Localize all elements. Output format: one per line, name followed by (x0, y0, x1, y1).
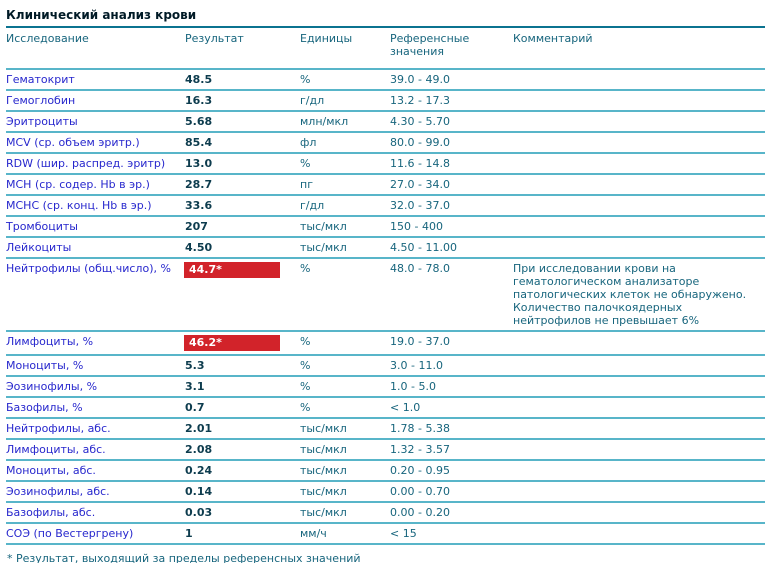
comment-text (513, 132, 765, 153)
reference-range: 39.0 - 49.0 (390, 69, 513, 90)
table-row (6, 153, 765, 174)
test-name[interactable]: Гемоглобин (6, 90, 185, 111)
units-value: г/дл (300, 90, 390, 111)
result-value: 33.6 (185, 195, 300, 216)
test-name[interactable]: RDW (шир. распред. эритр) (6, 153, 185, 174)
table-row (6, 331, 765, 355)
result-value: 3.1 (185, 376, 300, 397)
reference-range: 0.00 - 0.20 (390, 502, 513, 523)
test-name[interactable]: MCV (ср. объем эритр.) (6, 132, 185, 153)
test-name[interactable]: Эозинофилы, абс. (6, 481, 185, 502)
comment-text (513, 460, 765, 481)
reference-range: 0.20 - 0.95 (390, 460, 513, 481)
test-name[interactable]: Базофилы, % (6, 397, 185, 418)
reference-range: 1.78 - 5.38 (390, 418, 513, 439)
comment-text (513, 481, 765, 502)
comment-text (513, 237, 765, 258)
out-of-range-result-badge: 46.2* (184, 335, 280, 351)
comment-text (513, 111, 765, 132)
column-header-reference: Референсные значения (390, 28, 513, 69)
out-of-range-footnote: * Результат, выходящий за пределы референсных значений (7, 552, 361, 563)
comment-text (513, 90, 765, 111)
comment-text (513, 502, 765, 523)
table-row (6, 355, 765, 376)
test-name[interactable]: Эозинофилы, % (6, 376, 185, 397)
test-name[interactable]: Тромбоциты (6, 216, 185, 237)
units-value: тыс/мкл (300, 481, 390, 502)
reference-range: 19.0 - 37.0 (390, 331, 513, 355)
table-row (6, 111, 765, 132)
table-row (6, 418, 765, 439)
column-header-result: Результат (185, 28, 300, 69)
comment-text (513, 195, 765, 216)
result-value: 1 (185, 523, 300, 544)
units-value: % (300, 376, 390, 397)
result-value: 207 (185, 216, 300, 237)
test-name[interactable]: СОЭ (по Вестергрену) (6, 523, 185, 544)
reference-range: 1.32 - 3.57 (390, 439, 513, 460)
result-value: 5.68 (185, 111, 300, 132)
test-name[interactable]: Моноциты, % (6, 355, 185, 376)
reference-range: 13.2 - 17.3 (390, 90, 513, 111)
result-value: 85.4 (185, 132, 300, 153)
units-value: мм/ч (300, 523, 390, 544)
units-value: % (300, 69, 390, 90)
units-value: пг (300, 174, 390, 195)
table-row (6, 90, 765, 111)
units-value: тыс/мкл (300, 237, 390, 258)
units-value: тыс/мкл (300, 502, 390, 523)
comment-text (513, 418, 765, 439)
units-value: % (300, 355, 390, 376)
comment-text (513, 376, 765, 397)
comment-text (513, 523, 765, 544)
column-header-test: Исследование (6, 28, 185, 69)
result-value (185, 258, 300, 331)
reference-range: 32.0 - 37.0 (390, 195, 513, 216)
reference-range: 0.00 - 0.70 (390, 481, 513, 502)
reference-range: 1.0 - 5.0 (390, 376, 513, 397)
table-row (6, 502, 765, 523)
table-row (6, 258, 765, 331)
table-row (6, 376, 765, 397)
result-value: 2.08 (185, 439, 300, 460)
results-table-header (6, 28, 765, 69)
reference-range: < 1.0 (390, 397, 513, 418)
result-value: 13.0 (185, 153, 300, 174)
reference-range: 4.30 - 5.70 (390, 111, 513, 132)
test-name[interactable]: Моноциты, абс. (6, 460, 185, 481)
test-name[interactable]: MCHC (ср. конц. Hb в эр.) (6, 195, 185, 216)
reference-range: 48.0 - 78.0 (390, 258, 513, 331)
units-value: тыс/мкл (300, 460, 390, 481)
results-tbody (6, 69, 765, 544)
units-value: % (300, 331, 390, 355)
units-value: фл (300, 132, 390, 153)
test-name[interactable]: Базофилы, абс. (6, 502, 185, 523)
test-name[interactable]: MCH (ср. содер. Hb в эр.) (6, 174, 185, 195)
column-header-comment: Комментарий (513, 28, 765, 69)
units-value: тыс/мкл (300, 439, 390, 460)
table-row (6, 460, 765, 481)
table-row (6, 69, 765, 90)
units-value: млн/мкл (300, 111, 390, 132)
comment-text (513, 216, 765, 237)
reference-range: 27.0 - 34.0 (390, 174, 513, 195)
table-row (6, 216, 765, 237)
table-row (6, 132, 765, 153)
units-value: г/дл (300, 195, 390, 216)
units-value: % (300, 153, 390, 174)
reference-range: < 15 (390, 523, 513, 544)
comment-text: При исследовании крови на гематологическом анализаторе патологических клеток не обнаружено. Количество палочкоядерных нейтрофилов не превышает 6% (513, 258, 765, 331)
table-row (6, 439, 765, 460)
comment-text (513, 397, 765, 418)
out-of-range-result-badge: 44.7* (184, 262, 280, 278)
units-value: тыс/мкл (300, 418, 390, 439)
result-value: 48.5 (185, 69, 300, 90)
comment-text (513, 439, 765, 460)
test-name[interactable]: Эритроциты (6, 111, 185, 132)
comment-text (513, 153, 765, 174)
table-row (6, 195, 765, 216)
result-value: 0.7 (185, 397, 300, 418)
result-value: 2.01 (185, 418, 300, 439)
units-value: тыс/мкл (300, 216, 390, 237)
table-row (6, 523, 765, 544)
column-header-units: Единицы (300, 28, 390, 69)
units-value: % (300, 397, 390, 418)
units-value: % (300, 258, 390, 331)
reference-range: 4.50 - 11.00 (390, 237, 513, 258)
test-name[interactable]: Нейтрофилы, абс. (6, 418, 185, 439)
table-row (6, 397, 765, 418)
comment-text (513, 331, 765, 355)
report-title: Клинический анализ крови (6, 6, 765, 28)
result-value: 0.14 (185, 481, 300, 502)
result-value: 5.3 (185, 355, 300, 376)
table-row (6, 174, 765, 195)
test-name[interactable]: Гематокрит (6, 69, 185, 90)
result-value: 4.50 (185, 237, 300, 258)
result-value: 0.03 (185, 502, 300, 523)
test-name[interactable]: Лейкоциты (6, 237, 185, 258)
test-name[interactable]: Лимфоциты, абс. (6, 439, 185, 460)
result-value: 0.24 (185, 460, 300, 481)
table-row (6, 237, 765, 258)
reference-range: 80.0 - 99.0 (390, 132, 513, 153)
reference-range: 11.6 - 14.8 (390, 153, 513, 174)
result-value: 28.7 (185, 174, 300, 195)
results-table (6, 28, 765, 545)
comment-text (513, 69, 765, 90)
reference-range: 150 - 400 (390, 216, 513, 237)
comment-text (513, 355, 765, 376)
comment-text (513, 174, 765, 195)
test-name[interactable]: Лимфоциты, % (6, 331, 185, 355)
result-value (185, 331, 300, 355)
result-value: 16.3 (185, 90, 300, 111)
reference-range: 3.0 - 11.0 (390, 355, 513, 376)
table-row (6, 481, 765, 502)
test-name[interactable]: Нейтрофилы (общ.число), % (6, 258, 185, 331)
